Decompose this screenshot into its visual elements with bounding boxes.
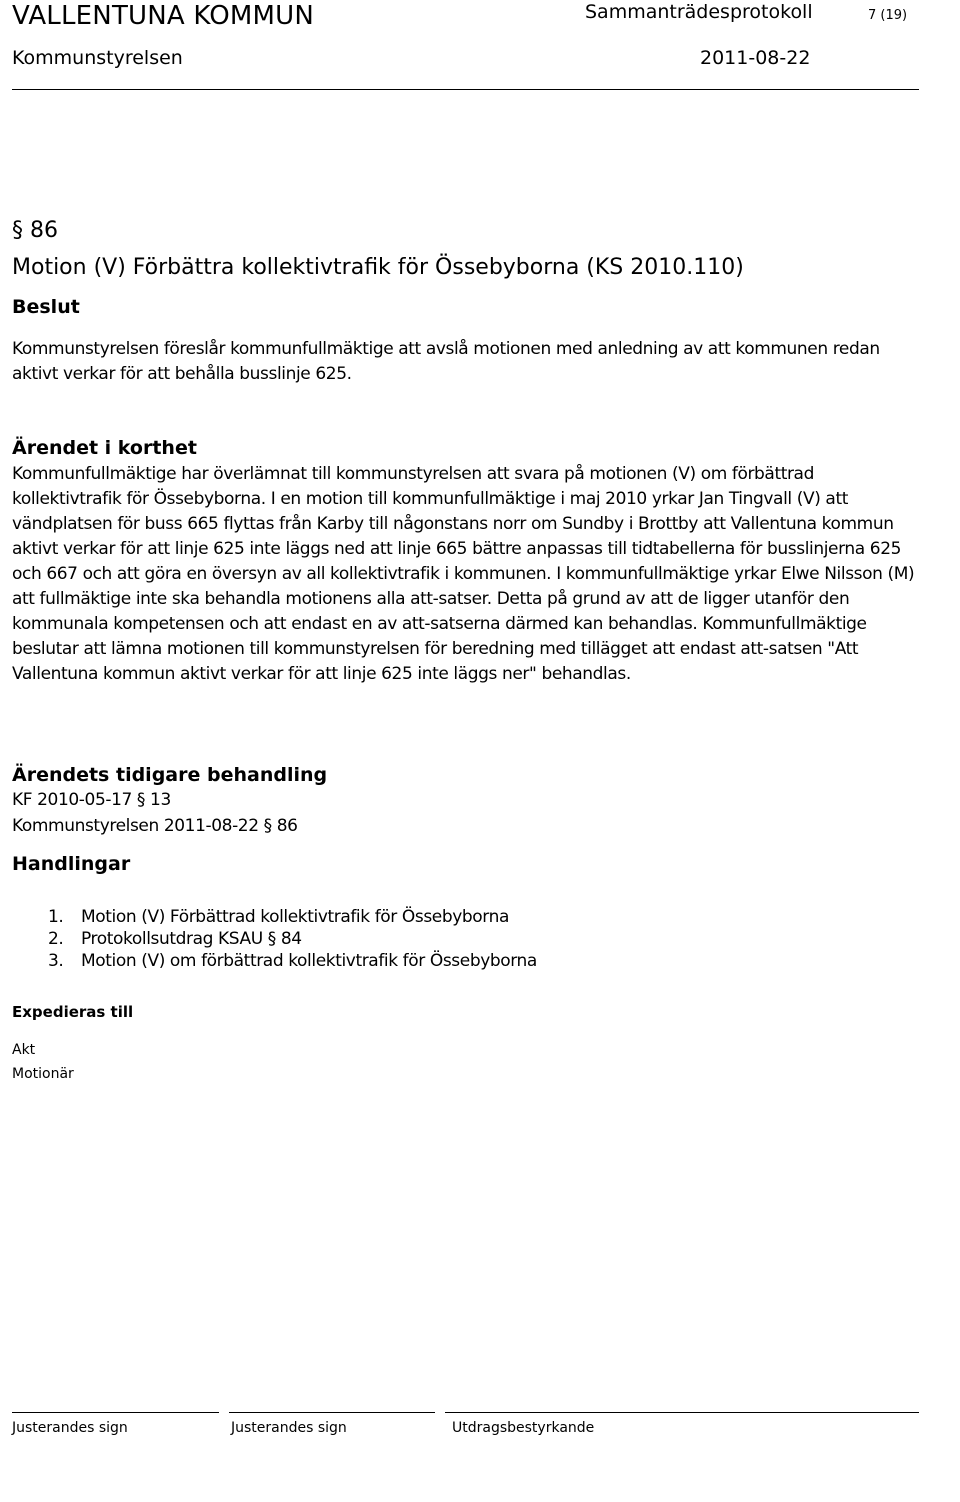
korthet-text: Kommunfullmäktige har överlämnat till kommunstyrelsen att svara på motionen (V) om förbättrad kollektivtrafik för Össebyborna. I en motion till kommunfullmäktige i maj 2010 yrkar Jan Tingvall (V) att vändplatsen för buss 665 flyttas från Karby till någonstans norr om Sundby i Brottby att Vallentuna kommun aktivt verkar för att linje 625 inte läggs ned att linje 665 bättre anpassas till tidtabellerna för busslinjerna 625 och 667 och att göra en översyn av all kollektivtrafik i kommunen. I kommunfullmäktige yrkar Elwe Nilsson (M) att fullmäktige inte ska behandla motionens alla att-satser. Detta på grund av att de ligger utanför den kommunala kompetensen och att endast en av att-satserna därmed kan behandlas. Kommunfullmäktige beslutar att lämna motionen till kommunstyrelsen för beredning med tillägget att endast att-satsen "Att Vallentuna kommun aktivt verkar för att linje 625 inte läggs ner" behandlas. — [12, 464, 915, 684]
tidigare-item: Kommunstyrelsen 2011-08-22 § 86 — [12, 816, 298, 836]
signature-label: Justerandes sign — [12, 1420, 128, 1436]
beslut-text: Kommunstyrelsen föreslår kommunfullmäktige att avslå motionen med anledning av att kommunen redan aktivt verkar för att behålla busslinje 625. — [12, 339, 880, 384]
list-item: 2. Protokollsutdrag KSAU § 84 — [48, 929, 302, 949]
signature-line — [229, 1412, 435, 1413]
recipient: Motionär — [12, 1066, 74, 1082]
signature-label: Utdragsbestyrkande — [452, 1420, 595, 1436]
tidigare-item: KF 2010-05-17 § 13 — [12, 790, 171, 810]
list-item: 1. Motion (V) Förbättrad kollektivtrafik för Össebyborna — [48, 907, 509, 927]
page-number: 7 (19) — [868, 8, 908, 23]
beslut-heading: Beslut — [12, 296, 80, 318]
header-divider — [12, 89, 919, 90]
tidigare-heading: Ärendets tidigare behandling — [12, 764, 328, 786]
committee-name: Kommunstyrelsen — [12, 47, 183, 69]
meeting-date: 2011-08-22 — [700, 47, 811, 69]
signature-label: Justerandes sign — [231, 1420, 347, 1436]
handlingar-heading: Handlingar — [12, 853, 131, 875]
handlingar-list — [48, 906, 537, 972]
signature-line — [12, 1412, 219, 1413]
organization-name: VALLENTUNA KOMMUN — [12, 1, 315, 31]
list-item: 3. Motion (V) om förbättrad kollektivtrafik för Össebyborna — [48, 951, 537, 971]
document-type: Sammanträdesprotokoll — [585, 1, 813, 23]
recipient: Akt — [12, 1042, 36, 1058]
section-number: § 86 — [12, 218, 58, 243]
signature-line — [445, 1412, 919, 1413]
korthet-heading: Ärendet i korthet — [12, 437, 197, 459]
section-title: Motion (V) Förbättra kollektivtrafik för Össebyborna (KS 2010.110) — [12, 255, 744, 280]
expedieras-heading: Expedieras till — [12, 1003, 134, 1021]
